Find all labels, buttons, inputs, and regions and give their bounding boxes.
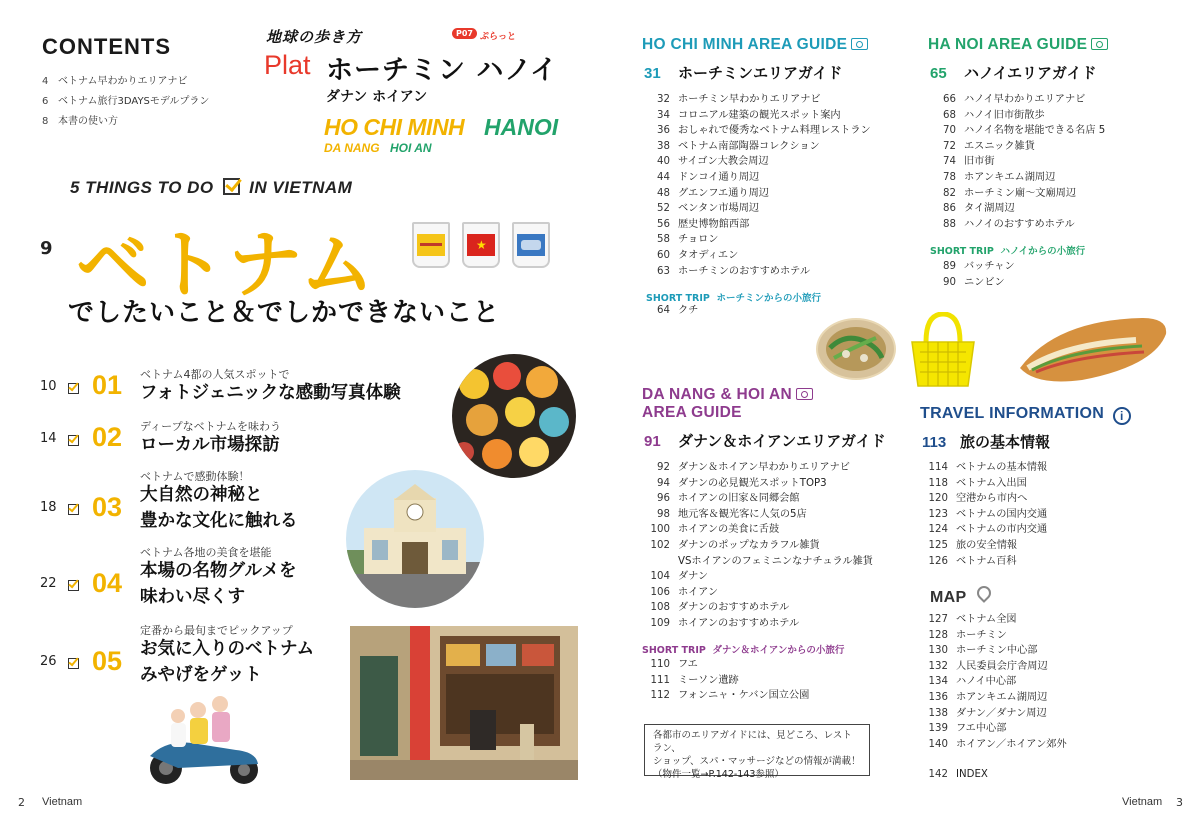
list-item[interactable]: 132 人民委員会庁舎周辺 bbox=[928, 660, 1048, 672]
travel-info-list bbox=[918, 460, 1047, 569]
contents-title: CONTENTS bbox=[42, 34, 171, 59]
thing-item[interactable]: 18 03 ベトナムで感動体験！ 大自然の神秘と 豊かな文化に触れる bbox=[40, 470, 298, 531]
danang-list bbox=[640, 460, 873, 632]
book-title-line1: ホーチミン ハノイ bbox=[326, 55, 558, 86]
list-item[interactable]: 32 ホーチミン早わかりエリアナビ bbox=[657, 94, 821, 105]
list-item[interactable]: 138 ダナン／ダナン周辺 bbox=[928, 707, 1047, 719]
book-title-line2: ダナン ホイアン bbox=[326, 89, 428, 105]
footer-label-left: Vietnam bbox=[42, 796, 83, 808]
list-item[interactable]: 70 ハノイ名物を堪能できる名店 5 bbox=[943, 125, 1106, 137]
list-item[interactable]: 82 ホーチミン廟～文廟周辺 bbox=[943, 187, 1077, 199]
hcm-short-trip-heading: SHORT TRIP ホーチミンからの小旅行 bbox=[646, 293, 821, 304]
list-item[interactable]: 111 ミーソン遺跡 bbox=[650, 674, 739, 686]
info-icon: i bbox=[1113, 407, 1131, 425]
checkbox-icon bbox=[68, 658, 79, 669]
list-item[interactable]: 140 ホイアン／ホイアン郊外 bbox=[928, 738, 1067, 750]
list-item[interactable]: 134 ハノイ中心部 bbox=[928, 676, 1017, 688]
map-pin-icon bbox=[974, 583, 994, 603]
list-item[interactable]: 120 空港から市内へ bbox=[928, 493, 1028, 505]
thing-item[interactable]: 10 01 ベトナム4都の人気スポットで フォトジェニックな感動写真体験 bbox=[40, 368, 401, 403]
series-name: 地球の歩き方 bbox=[266, 28, 363, 46]
list-item[interactable]: 44 ドンコイ通り周辺 bbox=[657, 171, 760, 183]
intro-item[interactable]: 4 ベトナム早わかりエリアナビ bbox=[42, 76, 188, 87]
book-logo bbox=[262, 26, 562, 166]
list-item[interactable]: 92 ダナン＆ホイアン早わかりエリアナビ bbox=[657, 462, 850, 473]
list-item[interactable]: 74 旧市街 bbox=[943, 156, 995, 168]
banh-mi-photo bbox=[1016, 314, 1172, 384]
list-item[interactable]: 56 歴史博物館西部 bbox=[657, 218, 750, 230]
lantern-photo bbox=[452, 354, 576, 478]
list-item[interactable]: 66 ハノイ早わかりエリアナビ bbox=[943, 94, 1086, 105]
hanoi-short-trip-list bbox=[926, 259, 1015, 290]
hanoi-heading: HA NOI AREA GUIDE bbox=[928, 36, 1108, 54]
camera-icon bbox=[1091, 38, 1108, 50]
list-item[interactable]: 36 おしゃれで優秀なベトナム料理レストラン bbox=[657, 125, 871, 137]
intro-item[interactable]: 8 本書の使い方 bbox=[42, 116, 118, 127]
hanoi-list bbox=[926, 92, 1105, 232]
list-item[interactable]: 88 ハノイのおすすめホテル bbox=[943, 218, 1075, 230]
list-item[interactable]: 110 フエ bbox=[650, 659, 698, 670]
list-item[interactable]: 123 ベトナムの国内交通 bbox=[928, 508, 1048, 520]
series-sub: ぷらっと bbox=[480, 32, 517, 42]
things-heading: 5 THINGS TO DO IN VIETNAM bbox=[70, 178, 353, 197]
list-item[interactable]: 126 ベトナム百科 bbox=[928, 555, 1017, 567]
list-item[interactable]: 90 ニンビン bbox=[943, 276, 1005, 288]
list-item[interactable]: 124 ベトナムの市内交通 bbox=[928, 524, 1048, 536]
pho-bowl-photo bbox=[816, 318, 896, 380]
footer-label-right: Vietnam bbox=[1122, 796, 1163, 808]
camera-icon bbox=[851, 38, 868, 50]
list-item[interactable]: 64 クチ bbox=[657, 305, 699, 316]
list-item[interactable]: 136 ホアンキエム湖周辺 bbox=[928, 691, 1048, 703]
list-item[interactable]: 89 バッチャン bbox=[943, 261, 1015, 272]
hcm-short-trip-list bbox=[640, 303, 698, 319]
checkbox-icon bbox=[68, 435, 79, 446]
book-en-danang: DA NANG bbox=[324, 141, 380, 155]
thing-item[interactable]: 22 04 ベトナム各地の美食を堪能 本場の名物グルメを 味わい尽くす bbox=[40, 546, 297, 607]
list-item[interactable]: 86 タイ湖周辺 bbox=[943, 203, 1015, 215]
intro-item[interactable]: 6 ベトナム旅行3DAYSモデルプラン bbox=[42, 96, 210, 107]
list-item[interactable]: 106 ホイアン bbox=[650, 586, 719, 598]
checkbox-icon bbox=[68, 504, 79, 515]
basket-photo bbox=[906, 312, 980, 388]
shot-glass-image bbox=[412, 222, 450, 268]
list-item[interactable]: 63 ホーチミンのおすすめホテル bbox=[657, 265, 811, 277]
list-item[interactable]: 58 チョロン bbox=[657, 234, 719, 246]
plat-logo: Plat bbox=[264, 50, 311, 80]
footer-page-left: 2 bbox=[18, 796, 25, 809]
main-feature-page: 9 bbox=[40, 238, 53, 259]
map-list bbox=[918, 612, 1067, 752]
book-en-hoian: HOI AN bbox=[390, 141, 432, 155]
list-item[interactable]: 38 ベトナム南部陶器コレクション bbox=[657, 140, 820, 152]
series-badge: P07 bbox=[452, 28, 477, 39]
list-item[interactable]: 104 ダナン bbox=[650, 571, 709, 583]
list-item[interactable]: 125 旅の安全情報 bbox=[928, 539, 1018, 551]
checkbox-icon bbox=[223, 178, 240, 195]
main-feature-title[interactable]: ベトナム bbox=[76, 222, 377, 308]
hcm-heading: HO CHI MINH AREA GUIDE bbox=[642, 36, 868, 54]
hanoi-short-trip-heading: SHORT TRIP ハノイからの小旅行 bbox=[930, 246, 1086, 257]
list-item[interactable]: 118 ベトナム入出国 bbox=[928, 477, 1027, 489]
souvenir-shop-photo bbox=[350, 626, 578, 780]
area-guide-note: 各都市のエリアガイドには、見どころ、レストラン、 ショップ、スパ・マッサージなどの情報が満載！ （物件一覧→P.142-143参照） bbox=[644, 724, 870, 776]
motorbike-photo bbox=[138, 690, 268, 786]
danang-heading: DA NANG & HOI AN AREA GUIDE bbox=[642, 386, 813, 422]
danang-short-trip-heading: SHORT TRIP ダナン＆ホイアンからの小旅行 bbox=[642, 645, 845, 656]
hanoi-title[interactable]: 65 ハノイエリアガイド bbox=[930, 64, 1097, 82]
list-item[interactable]: 139 フエ中心部 bbox=[928, 723, 1007, 735]
footer-page-right: 3 bbox=[1176, 796, 1183, 809]
travel-info-heading: TRAVEL INFORMATION i bbox=[920, 405, 1131, 425]
market-photo bbox=[346, 470, 484, 608]
travel-info-title[interactable]: 113 旅の基本情報 bbox=[922, 433, 1051, 451]
list-item[interactable]: VSホイアンのフェミニンなナチュラル雑貨 bbox=[678, 555, 873, 567]
thing-item[interactable]: 14 02 ディープなベトナムを味わう ローカル市場探訪 bbox=[40, 420, 282, 455]
shot-glass-image bbox=[512, 222, 550, 268]
list-item[interactable]: 72 エスニック雑貨 bbox=[943, 140, 1035, 152]
map-heading: MAP bbox=[930, 586, 991, 607]
list-item[interactable]: 98 地元客＆観光客に人気の5店 bbox=[657, 508, 807, 520]
main-feature-subtitle: でしたいこと＆でしかできないこと bbox=[68, 298, 501, 328]
list-item[interactable]: 78 ホアンキエム湖周辺 bbox=[943, 171, 1056, 183]
hcm-list bbox=[640, 92, 871, 279]
index-entry[interactable]: 142 INDEX bbox=[928, 769, 988, 780]
book-en-hanoi: HANOI bbox=[484, 114, 559, 140]
camera-icon bbox=[796, 388, 813, 400]
checkbox-icon bbox=[68, 383, 79, 394]
list-item[interactable]: 48 グエンフエ通り周辺 bbox=[657, 187, 769, 199]
list-item[interactable]: 128 ホーチミン bbox=[928, 629, 1007, 641]
danang-short-trip-list bbox=[640, 657, 809, 704]
book-en-hcm: HO CHI MINH bbox=[324, 114, 465, 140]
list-item[interactable]: 52 ベンタン市場周辺 bbox=[657, 203, 760, 215]
list-item[interactable]: 34 コロニアル建築の観光スポット案内 bbox=[657, 109, 841, 121]
list-item[interactable]: 109 ホイアンのおすすめホテル bbox=[650, 617, 800, 629]
list-item[interactable]: 127 ベトナム全図 bbox=[928, 614, 1017, 625]
checkbox-icon bbox=[68, 580, 79, 591]
list-item[interactable]: 96 ホイアンの旧家＆同郷会館 bbox=[657, 493, 800, 505]
intro-list bbox=[42, 72, 209, 132]
list-item[interactable]: 94 ダナンの必見観光スポットTOP3 bbox=[657, 477, 827, 489]
list-item[interactable]: 114 ベトナムの基本情報 bbox=[928, 462, 1048, 473]
thing-item[interactable]: 26 05 定番から最旬までピックアップ お気に入りのベトナム みやげをゲット bbox=[40, 624, 315, 685]
list-item[interactable]: 68 ハノイ旧市街散歩 bbox=[943, 109, 1045, 121]
list-item[interactable]: 112 フォンニャ・ケバン国立公園 bbox=[650, 690, 810, 702]
list-item[interactable]: 102 ダナンのポップなカラフル雑貨 bbox=[650, 539, 820, 551]
list-item[interactable]: 60 タオディエン bbox=[657, 249, 739, 261]
danang-title[interactable]: 91 ダナン＆ホイアンエリアガイド bbox=[644, 432, 886, 450]
list-item[interactable]: 130 ホーチミン中心部 bbox=[928, 645, 1038, 657]
list-item[interactable]: 100 ホイアンの美食に舌鼓 bbox=[650, 524, 780, 536]
hcm-title[interactable]: 31 ホーチミンエリアガイド bbox=[644, 64, 843, 82]
list-item[interactable]: 108 ダナンのおすすめホテル bbox=[650, 602, 790, 614]
list-item[interactable]: 40 サイゴン大教会周辺 bbox=[657, 156, 769, 168]
shot-glass-image: ★ bbox=[462, 222, 500, 268]
